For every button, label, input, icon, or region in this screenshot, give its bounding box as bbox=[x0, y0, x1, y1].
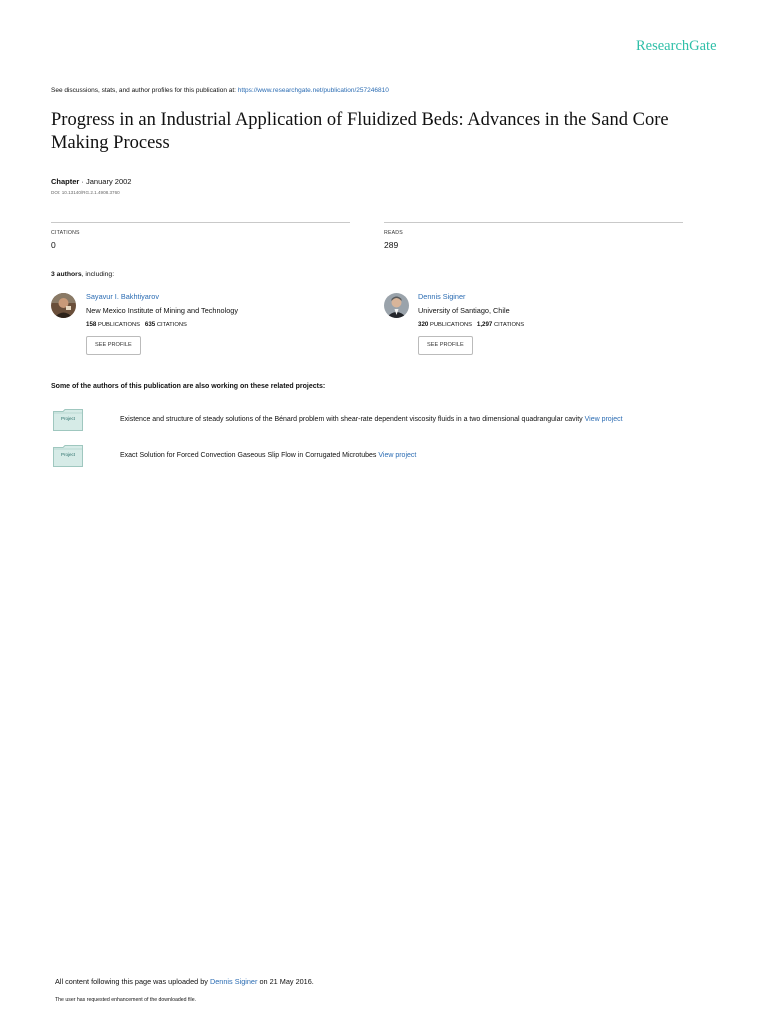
view-project-link[interactable]: View project bbox=[378, 452, 417, 459]
authors-count: 3 authors bbox=[51, 271, 82, 278]
discussions-line bbox=[51, 87, 389, 94]
publication-type: Chapter bbox=[51, 177, 80, 186]
related-projects-heading: Some of the authors of this publication are also working on these related projects: bbox=[51, 383, 326, 390]
upload-footer bbox=[55, 977, 314, 986]
project-folder-label: Project bbox=[60, 416, 75, 421]
see-profile-button[interactable]: SEE PROFILE bbox=[418, 336, 473, 355]
reads-divider bbox=[384, 222, 683, 223]
author-name-link[interactable]: Sayavur I. Bakhtiyarov bbox=[86, 292, 160, 301]
author-publications-count: 320 bbox=[418, 321, 429, 328]
project-item bbox=[120, 452, 416, 459]
publication-title: Progress in an Industrial Application of Fluidized Beds: Advances in the Sand Core Making Process bbox=[51, 110, 669, 153]
author-citations-label: CITATIONS bbox=[494, 322, 525, 328]
author-stats bbox=[86, 321, 187, 328]
author-citations-label: CITATIONS bbox=[156, 322, 187, 328]
author-citations-count: 1,297 bbox=[476, 321, 493, 328]
reads-count: 289 bbox=[384, 240, 399, 250]
author-name-link[interactable]: Dennis Siginer bbox=[418, 292, 466, 301]
citations-divider bbox=[51, 222, 350, 223]
authors-including: , including: bbox=[81, 271, 115, 278]
author-stats bbox=[418, 321, 524, 328]
authors-heading bbox=[51, 271, 114, 278]
upload-footer-prefix: All content following this page was uploaded by bbox=[55, 977, 210, 986]
project-title: Existence and structure of steady solutions of the Bénard problem with shear-rate dependent viscosity fluids in a two dimensional quadrangular cavity bbox=[120, 416, 585, 423]
researchgate-logo[interactable]: ResearchGate bbox=[636, 38, 717, 54]
doi-text: DOI: 10.13140/RG.2.1.4908.3760 bbox=[51, 190, 120, 195]
publication-date: January 2002 bbox=[86, 177, 132, 186]
project-item bbox=[120, 416, 623, 423]
uploader-link[interactable]: Dennis Siginer bbox=[209, 977, 258, 986]
project-folder-icon[interactable] bbox=[53, 409, 83, 431]
upload-footer-suffix: on 21 May 2016. bbox=[257, 977, 314, 986]
author-avatar[interactable] bbox=[384, 293, 409, 318]
publication-meta bbox=[51, 177, 131, 186]
author-citations-count: 635 bbox=[144, 321, 156, 328]
project-folder-icon[interactable] bbox=[53, 445, 83, 467]
project-title: Exact Solution for Forced Convection Gaseous Slip Flow in Corrugated Microtubes bbox=[120, 452, 379, 459]
enhancement-note: The user has requested enhancement of the downloaded file. bbox=[55, 997, 197, 1003]
author-publications-label: PUBLICATIONS bbox=[97, 322, 141, 328]
author-publications-label: PUBLICATIONS bbox=[429, 322, 473, 328]
reads-label: READS bbox=[384, 230, 403, 236]
project-folder-label: Project bbox=[60, 452, 75, 457]
see-profile-button[interactable]: SEE PROFILE bbox=[86, 336, 141, 355]
discussions-prefix: See discussions, stats, and author profiles for this publication at: bbox=[51, 87, 238, 94]
author-institution: New Mexico Institute of Mining and Technology bbox=[86, 306, 238, 315]
view-project-link[interactable]: View project bbox=[584, 416, 623, 423]
author-institution: University of Santiago, Chile bbox=[418, 306, 510, 315]
meta-separator: · bbox=[79, 177, 87, 186]
citations-count: 0 bbox=[51, 240, 56, 250]
author-avatar[interactable] bbox=[51, 293, 76, 318]
publication-url-link[interactable]: https://www.researchgate.net/publication/257246810 bbox=[237, 87, 389, 94]
citations-label: CITATIONS bbox=[51, 230, 80, 236]
author-publications-count: 158 bbox=[86, 321, 97, 328]
